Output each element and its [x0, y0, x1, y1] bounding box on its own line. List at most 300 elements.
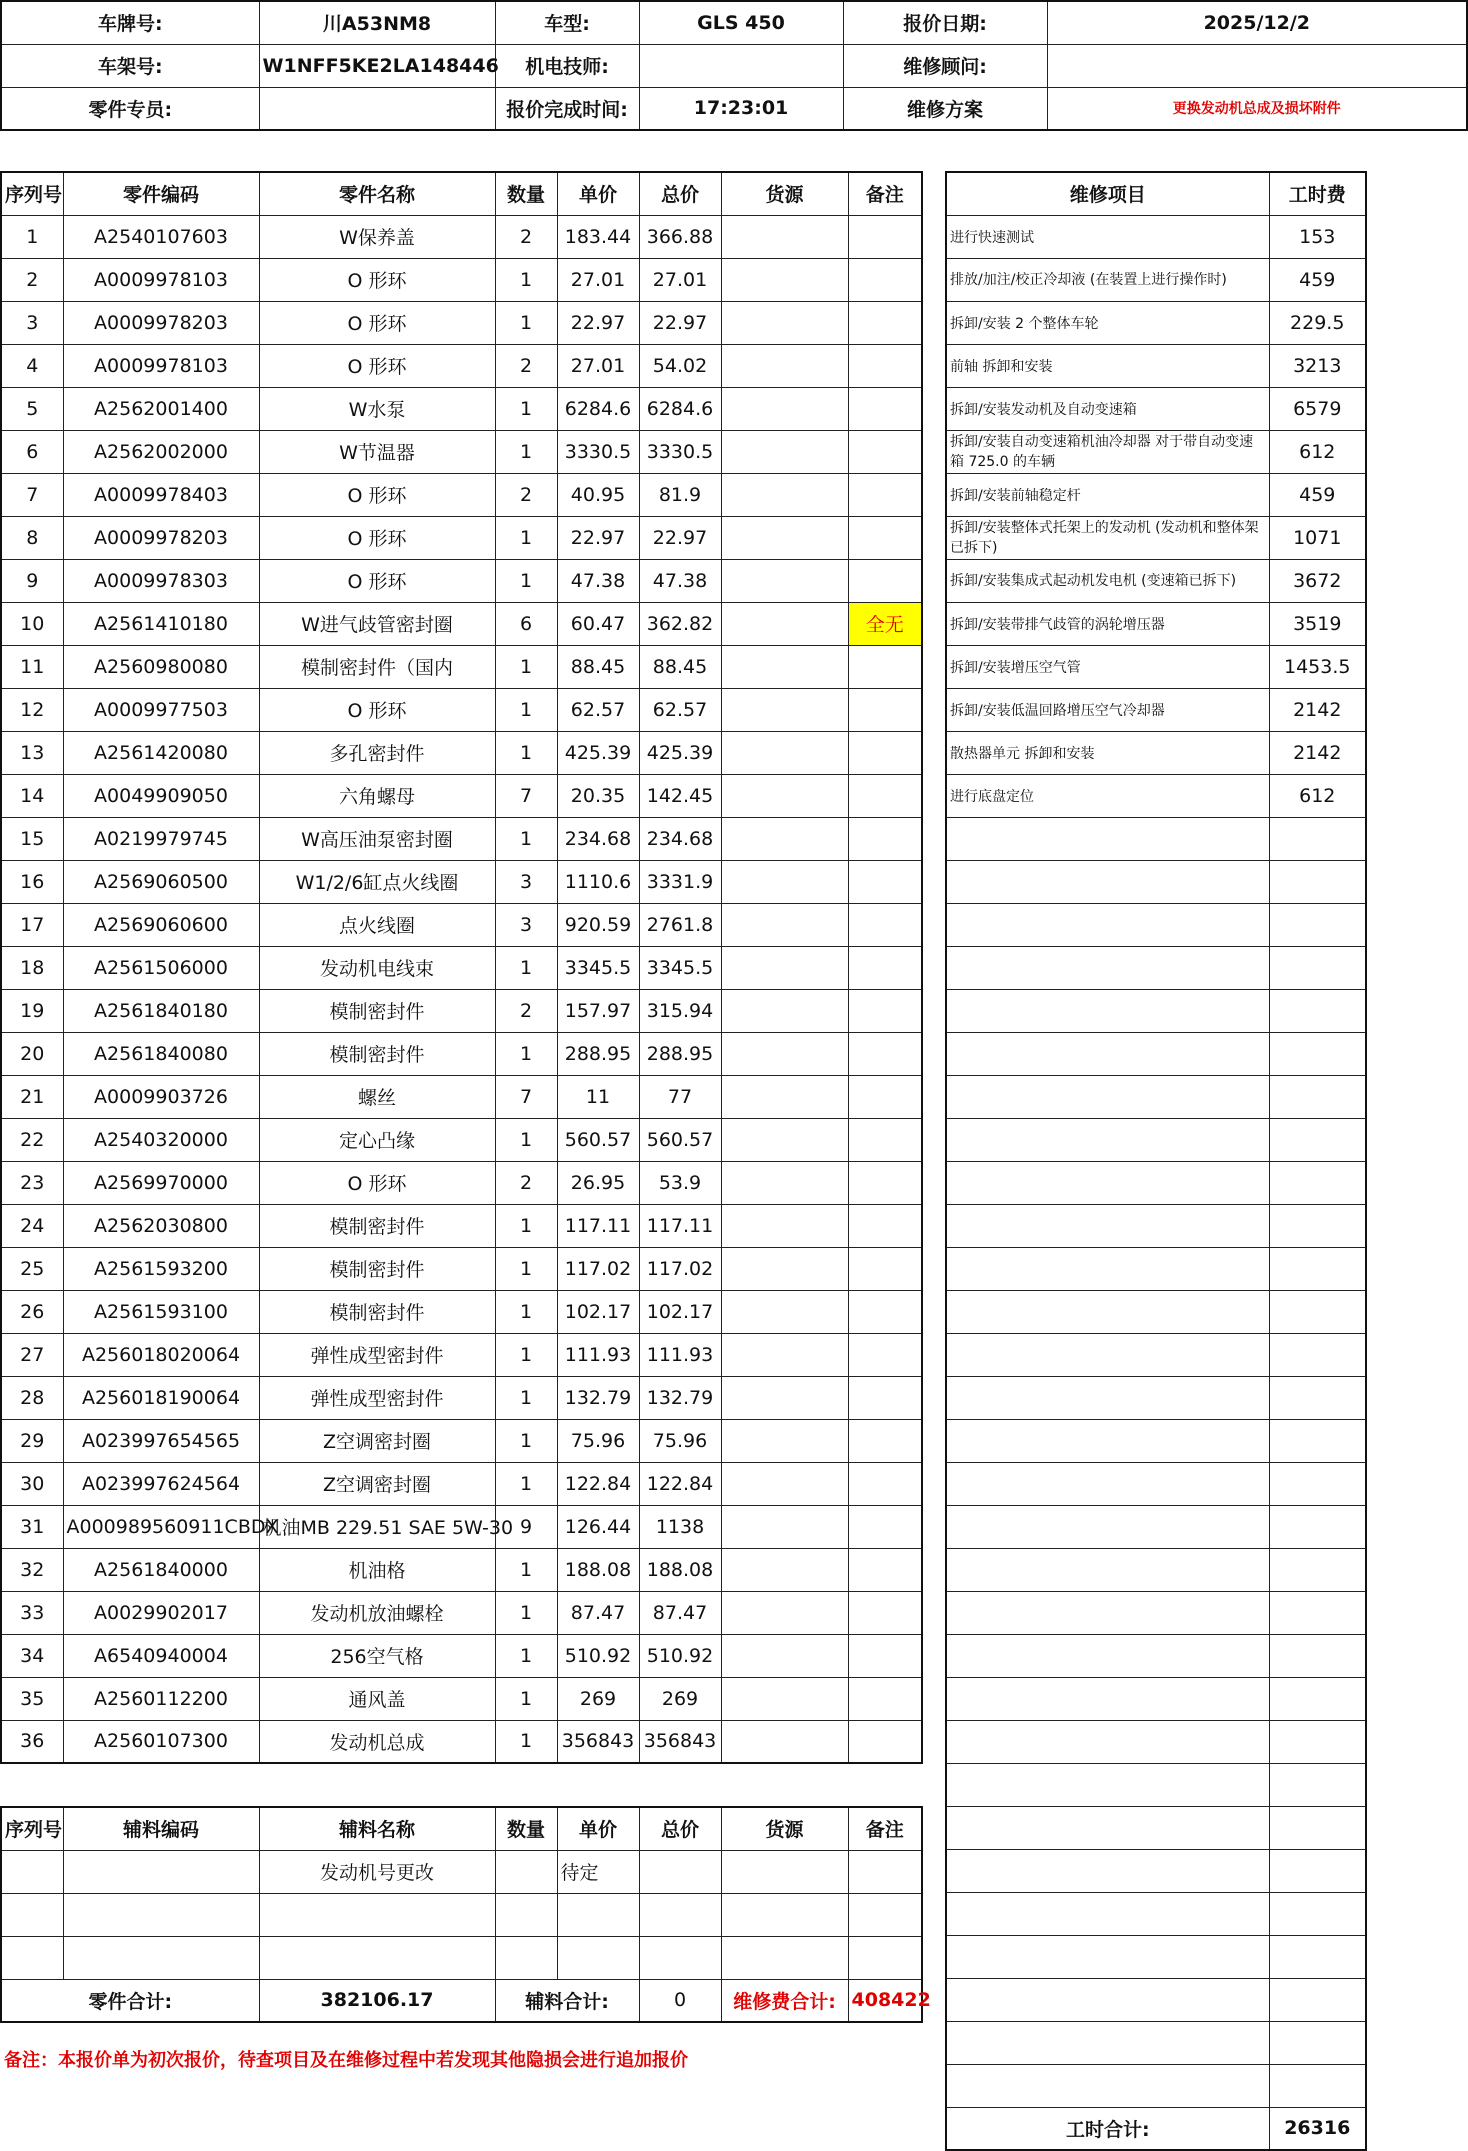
table-row: [946, 1118, 1366, 1161]
part-name-cell: 发动机放油螺栓: [259, 1591, 495, 1634]
aux-header-row: [1, 1807, 922, 1850]
part-code-cell: A2561840000: [63, 1548, 259, 1591]
labor-item-cell: 拆卸/安装自动变速箱机油冷却器 对于带自动变速箱 725.0 的车辆: [946, 430, 1269, 473]
labor-fee-cell: [1269, 1591, 1366, 1634]
remark-cell: [848, 1591, 922, 1634]
aux-col-header: 货源: [721, 1807, 848, 1850]
qty-cell: 1: [495, 1118, 557, 1161]
total-price-cell: 3331.9: [639, 860, 721, 903]
qty-cell: 2: [495, 1161, 557, 1204]
aux-qty-cell: [495, 1936, 557, 1979]
table-row: [1, 1677, 922, 1720]
table-row: [1, 301, 922, 344]
labor-col-header: 维修项目: [946, 172, 1269, 215]
part-code-cell: A0029902017: [63, 1591, 259, 1634]
seq-cell: 12: [1, 688, 63, 731]
unit-price-cell: 22.97: [557, 516, 639, 559]
table-row: [946, 1677, 1366, 1720]
labor-item-cell: 拆卸/安装 2 个整体车轮: [946, 301, 1269, 344]
unit-price-cell: 122.84: [557, 1462, 639, 1505]
table-row: [1, 1505, 922, 1548]
table-row: [946, 817, 1366, 860]
aux-qty-cell: [495, 1850, 557, 1893]
seq-cell: 33: [1, 1591, 63, 1634]
labor-fee-cell: [1269, 2064, 1366, 2107]
table-row: [946, 215, 1366, 258]
part-name-cell: Z空调密封圈: [259, 1419, 495, 1462]
aux-total-price-cell: [639, 1936, 721, 1979]
source-cell: [721, 1720, 848, 1763]
unit-price-cell: 183.44: [557, 215, 639, 258]
labor-fee-cell: 2142: [1269, 688, 1366, 731]
vin-label: 车架号:: [1, 44, 259, 87]
parts-col-header: 零件编码: [63, 172, 259, 215]
labor-item-cell: [946, 1677, 1269, 1720]
unit-price-cell: 1110.6: [557, 860, 639, 903]
total-price-cell: 425.39: [639, 731, 721, 774]
table-row: [1, 1634, 922, 1677]
labor-table: [945, 171, 1367, 2151]
remark-cell: [848, 1634, 922, 1677]
source-cell: [721, 301, 848, 344]
source-cell: [721, 1161, 848, 1204]
table-row: [946, 1247, 1366, 1290]
total-price-cell: 87.47: [639, 1591, 721, 1634]
seq-cell: 26: [1, 1290, 63, 1333]
aux-seq-cell: [1, 1936, 63, 1979]
aux-seq-cell: [1, 1850, 63, 1893]
remark-cell: [848, 473, 922, 516]
labor-item-cell: [946, 1204, 1269, 1247]
source-cell: [721, 1247, 848, 1290]
unit-price-cell: 920.59: [557, 903, 639, 946]
table-row: [1, 1290, 922, 1333]
table-row: [1, 1548, 922, 1591]
table-row: [946, 344, 1366, 387]
labor-item-cell: [946, 1935, 1269, 1978]
labor-item-cell: 拆卸/安装前轴稳定杆: [946, 473, 1269, 516]
seq-cell: 16: [1, 860, 63, 903]
part-code-cell: A2562002000: [63, 430, 259, 473]
total-price-cell: 356843: [639, 1720, 721, 1763]
total-price-cell: 362.82: [639, 602, 721, 645]
part-name-cell: 多孔密封件: [259, 731, 495, 774]
plate-label: 车牌号:: [1, 1, 259, 44]
labor-fee-cell: [1269, 1634, 1366, 1677]
seq-cell: 30: [1, 1462, 63, 1505]
seq-cell: 31: [1, 1505, 63, 1548]
source-cell: [721, 1505, 848, 1548]
model-label: 车型:: [495, 1, 639, 44]
part-name-cell: W节温器: [259, 430, 495, 473]
labor-fee-cell: [1269, 1462, 1366, 1505]
seq-cell: 6: [1, 430, 63, 473]
table-row: [946, 1290, 1366, 1333]
labor-fee-cell: 459: [1269, 473, 1366, 516]
labor-fee-cell: [1269, 1935, 1366, 1978]
source-cell: [721, 258, 848, 301]
part-code-cell: A2562001400: [63, 387, 259, 430]
qty-cell: 3: [495, 860, 557, 903]
labor-fee-cell: [1269, 2021, 1366, 2064]
parts-col-header: 备注: [848, 172, 922, 215]
remark-cell: [848, 344, 922, 387]
labor-total-row: [946, 2107, 1366, 2150]
parts-header-row: [1, 172, 922, 215]
labor-fee-cell: 3672: [1269, 559, 1366, 602]
part-code-cell: A2569060600: [63, 903, 259, 946]
labor-item-cell: 前轴 拆卸和安装: [946, 344, 1269, 387]
part-code-cell: A2561506000: [63, 946, 259, 989]
part-name-cell: W进气歧管密封圈: [259, 602, 495, 645]
labor-item-cell: 拆卸/安装集成式起动机发电机 (变速箱已拆下): [946, 559, 1269, 602]
qty-cell: 1: [495, 1032, 557, 1075]
table-row: [946, 1806, 1366, 1849]
source-cell: [721, 430, 848, 473]
table-row: [1, 1161, 922, 1204]
table-row: [946, 774, 1366, 817]
labor-item-cell: [946, 1419, 1269, 1462]
aux-qty-cell: [495, 1893, 557, 1936]
part-name-cell: 模制密封件: [259, 1032, 495, 1075]
labor-item-cell: [946, 1806, 1269, 1849]
total-price-cell: 315.94: [639, 989, 721, 1032]
table-row: [946, 1720, 1366, 1763]
aux-col-header: 单价: [557, 1807, 639, 1850]
qty-cell: 1: [495, 1376, 557, 1419]
table-row: [946, 1849, 1366, 1892]
qty-cell: 1: [495, 1634, 557, 1677]
qty-cell: 2: [495, 989, 557, 1032]
qty-cell: 1: [495, 1247, 557, 1290]
qty-cell: 1: [495, 559, 557, 602]
unit-price-cell: 269: [557, 1677, 639, 1720]
unit-price-cell: 560.57: [557, 1118, 639, 1161]
labor-fee-cell: 612: [1269, 430, 1366, 473]
remark-cell: 全无: [848, 602, 922, 645]
table-row: [946, 1419, 1366, 1462]
table-row: [946, 688, 1366, 731]
seq-cell: 11: [1, 645, 63, 688]
seq-cell: 20: [1, 1032, 63, 1075]
remark-cell: [848, 387, 922, 430]
parts-col-header: 单价: [557, 172, 639, 215]
table-row: [1, 430, 922, 473]
qty-cell: 1: [495, 1290, 557, 1333]
labor-item-cell: [946, 1591, 1269, 1634]
parts-col-header: 货源: [721, 172, 848, 215]
remark-cell: [848, 1333, 922, 1376]
table-row: [946, 2021, 1366, 2064]
table-row: [1, 1720, 922, 1763]
table-row: [946, 1376, 1366, 1419]
advisor-value: [1047, 44, 1467, 87]
part-name-cell: 模制密封件: [259, 1247, 495, 1290]
seq-cell: 5: [1, 387, 63, 430]
part-name-cell: 模制密封件: [259, 989, 495, 1032]
table-row: [1, 645, 922, 688]
unit-price-cell: 40.95: [557, 473, 639, 516]
aux-col-header: 数量: [495, 1807, 557, 1850]
part-name-cell: 机油格: [259, 1548, 495, 1591]
qty-cell: 1: [495, 1720, 557, 1763]
source-cell: [721, 1118, 848, 1161]
qty-cell: 1: [495, 817, 557, 860]
total-price-cell: 132.79: [639, 1376, 721, 1419]
seq-cell: 7: [1, 473, 63, 516]
unit-price-cell: 425.39: [557, 731, 639, 774]
aux-part-name-cell: [259, 1936, 495, 1979]
aux-remark-cell: [848, 1936, 922, 1979]
unit-price-cell: 60.47: [557, 602, 639, 645]
parts-total-value: 382106.17: [259, 1979, 495, 2022]
part-code-cell: A0009978303: [63, 559, 259, 602]
seq-cell: 32: [1, 1548, 63, 1591]
aux-part-name-cell: [259, 1893, 495, 1936]
total-price-cell: 3330.5: [639, 430, 721, 473]
labor-fee-cell: [1269, 1247, 1366, 1290]
aux-total-label: 辅料合计:: [495, 1979, 639, 2022]
labor-fee-cell: [1269, 1720, 1366, 1763]
seq-cell: 3: [1, 301, 63, 344]
header-table: [0, 0, 1468, 131]
seq-cell: 2: [1, 258, 63, 301]
remark-cell: [848, 1677, 922, 1720]
qty-cell: 1: [495, 1591, 557, 1634]
labor-item-cell: [946, 1505, 1269, 1548]
total-price-cell: 102.17: [639, 1290, 721, 1333]
total-price-cell: 6284.6: [639, 387, 721, 430]
qty-cell: 1: [495, 430, 557, 473]
table-row: [1, 559, 922, 602]
labor-fee-cell: [1269, 903, 1366, 946]
part-code-cell: A0009978203: [63, 516, 259, 559]
tech-label: 机电技师:: [495, 44, 639, 87]
table-row: [1, 688, 922, 731]
qty-cell: 7: [495, 1075, 557, 1118]
parts-staff-value: [259, 87, 495, 130]
table-row: [946, 860, 1366, 903]
aux-remark-cell: [848, 1850, 922, 1893]
labor-fee-cell: [1269, 1075, 1366, 1118]
qty-cell: 7: [495, 774, 557, 817]
part-code-cell: A2569060500: [63, 860, 259, 903]
seq-cell: 8: [1, 516, 63, 559]
done-time-label: 报价完成时间:: [495, 87, 639, 130]
plate-value: 川A53NM8: [259, 1, 495, 44]
labor-item-cell: [946, 1720, 1269, 1763]
parts-col-header: 总价: [639, 172, 721, 215]
labor-item-cell: [946, 1978, 1269, 2021]
table-row: [946, 602, 1366, 645]
unit-price-cell: 132.79: [557, 1376, 639, 1419]
total-price-cell: 88.45: [639, 645, 721, 688]
labor-item-cell: 拆卸/安装发动机及自动变速箱: [946, 387, 1269, 430]
parts-col-header: 零件名称: [259, 172, 495, 215]
unit-price-cell: 3345.5: [557, 946, 639, 989]
date-value: 2025/12/2: [1047, 1, 1467, 44]
qty-cell: 1: [495, 1419, 557, 1462]
labor-item-cell: [946, 1462, 1269, 1505]
labor-total-label: 工时合计:: [946, 2107, 1269, 2150]
total-price-cell: 62.57: [639, 688, 721, 731]
seq-cell: 34: [1, 1634, 63, 1677]
table-row: [1, 1376, 922, 1419]
seq-cell: 15: [1, 817, 63, 860]
seq-cell: 10: [1, 602, 63, 645]
table-row: [946, 1591, 1366, 1634]
seq-cell: 36: [1, 1720, 63, 1763]
aux-part-code-cell: [63, 1893, 259, 1936]
table-row: [1, 1591, 922, 1634]
part-code-cell: A2540107603: [63, 215, 259, 258]
part-code-cell: A256018020064: [63, 1333, 259, 1376]
part-code-cell: A256018190064: [63, 1376, 259, 1419]
table-row: [946, 516, 1366, 559]
labor-item-cell: [946, 1892, 1269, 1935]
tech-value: [639, 44, 843, 87]
table-row: [946, 473, 1366, 516]
remark-cell: [848, 1720, 922, 1763]
part-name-cell: 弹性成型密封件: [259, 1333, 495, 1376]
unit-price-cell: 117.11: [557, 1204, 639, 1247]
part-code-cell: A023997654565: [63, 1419, 259, 1462]
labor-fee-cell: [1269, 989, 1366, 1032]
labor-fee-cell: [1269, 1978, 1366, 2021]
table-row: [946, 1892, 1366, 1935]
source-cell: [721, 1075, 848, 1118]
part-code-cell: A2561840080: [63, 1032, 259, 1075]
table-row: [946, 1935, 1366, 1978]
part-code-cell: A2561840180: [63, 989, 259, 1032]
labor-item-cell: 排放/加注/校正冷却液 (在装置上进行操作时): [946, 258, 1269, 301]
table-row: [1, 1333, 922, 1376]
parts-col-header: 数量: [495, 172, 557, 215]
table-row: [1, 774, 922, 817]
aux-unit-price-cell: [557, 1936, 639, 1979]
table-row: [1, 1032, 922, 1075]
table-row: [946, 1075, 1366, 1118]
qty-cell: 3: [495, 903, 557, 946]
source-cell: [721, 1032, 848, 1075]
unit-price-cell: 102.17: [557, 1290, 639, 1333]
labor-item-cell: [946, 1247, 1269, 1290]
aux-seq-cell: [1, 1893, 63, 1936]
labor-fee-cell: [1269, 1376, 1366, 1419]
source-cell: [721, 1290, 848, 1333]
unit-price-cell: 11: [557, 1075, 639, 1118]
labor-item-cell: [946, 1548, 1269, 1591]
table-row: [1, 258, 922, 301]
labor-fee-cell: [1269, 946, 1366, 989]
source-cell: [721, 602, 848, 645]
labor-item-cell: [946, 989, 1269, 1032]
part-name-cell: 模制密封件: [259, 1204, 495, 1247]
labor-fee-cell: 1453.5: [1269, 645, 1366, 688]
advisor-label: 维修顾问:: [843, 44, 1047, 87]
total-price-cell: 117.02: [639, 1247, 721, 1290]
remark-cell: [848, 1548, 922, 1591]
table-row: [1, 387, 922, 430]
remark-cell: [848, 1376, 922, 1419]
aux-unit-price-cell: 待定: [557, 1850, 639, 1893]
labor-fee-cell: 6579: [1269, 387, 1366, 430]
remark-cell: [848, 1462, 922, 1505]
source-cell: [721, 1419, 848, 1462]
labor-item-cell: 进行底盘定位: [946, 774, 1269, 817]
table-row: [1, 516, 922, 559]
labor-item-cell: [946, 1376, 1269, 1419]
total-price-cell: 510.92: [639, 1634, 721, 1677]
table-row: [946, 1505, 1366, 1548]
source-cell: [721, 1333, 848, 1376]
source-cell: [721, 989, 848, 1032]
source-cell: [721, 1677, 848, 1720]
part-name-cell: 点火线圈: [259, 903, 495, 946]
part-code-cell: A2561593100: [63, 1290, 259, 1333]
source-cell: [721, 1204, 848, 1247]
table-row: [1, 1850, 922, 1893]
remark-cell: [848, 301, 922, 344]
labor-fee-cell: 1071: [1269, 516, 1366, 559]
table-row: [1, 1247, 922, 1290]
table-row: [946, 1548, 1366, 1591]
part-name-cell: 螺丝: [259, 1075, 495, 1118]
table-row: [946, 1333, 1366, 1376]
part-name-cell: O 形环: [259, 344, 495, 387]
table-row: [1, 215, 922, 258]
source-cell: [721, 344, 848, 387]
table-row: [946, 645, 1366, 688]
labor-fee-cell: [1269, 1204, 1366, 1247]
remark-cell: [848, 516, 922, 559]
total-price-cell: 27.01: [639, 258, 721, 301]
table-row: [946, 1204, 1366, 1247]
qty-cell: 2: [495, 215, 557, 258]
aux-unit-price-cell: [557, 1893, 639, 1936]
part-name-cell: 机油MB 229.51 SAE 5W-30: [259, 1505, 495, 1548]
labor-fee-cell: [1269, 1892, 1366, 1935]
labor-fee-cell: [1269, 817, 1366, 860]
labor-item-cell: [946, 860, 1269, 903]
table-row: [946, 430, 1366, 473]
total-price-cell: 53.9: [639, 1161, 721, 1204]
total-price-cell: 3345.5: [639, 946, 721, 989]
source-cell: [721, 1634, 848, 1677]
seq-cell: 1: [1, 215, 63, 258]
labor-fee-cell: 153: [1269, 215, 1366, 258]
total-price-cell: 111.93: [639, 1333, 721, 1376]
remark-cell: [848, 731, 922, 774]
part-name-cell: O 形环: [259, 473, 495, 516]
part-name-cell: 六角螺母: [259, 774, 495, 817]
unit-price-cell: 126.44: [557, 1505, 639, 1548]
labor-col-header: 工时费: [1269, 172, 1366, 215]
part-code-cell: A2561410180: [63, 602, 259, 645]
seq-cell: 9: [1, 559, 63, 602]
table-row: [1, 989, 922, 1032]
source-cell: [721, 559, 848, 602]
part-code-cell: A2561593200: [63, 1247, 259, 1290]
labor-item-cell: [946, 817, 1269, 860]
total-price-cell: 75.96: [639, 1419, 721, 1462]
unit-price-cell: 27.01: [557, 258, 639, 301]
unit-price-cell: 47.38: [557, 559, 639, 602]
parts-staff-label: 零件专员:: [1, 87, 259, 130]
source-cell: [721, 903, 848, 946]
labor-item-cell: 散热器单元 拆卸和安装: [946, 731, 1269, 774]
labor-item-cell: [946, 1763, 1269, 1806]
